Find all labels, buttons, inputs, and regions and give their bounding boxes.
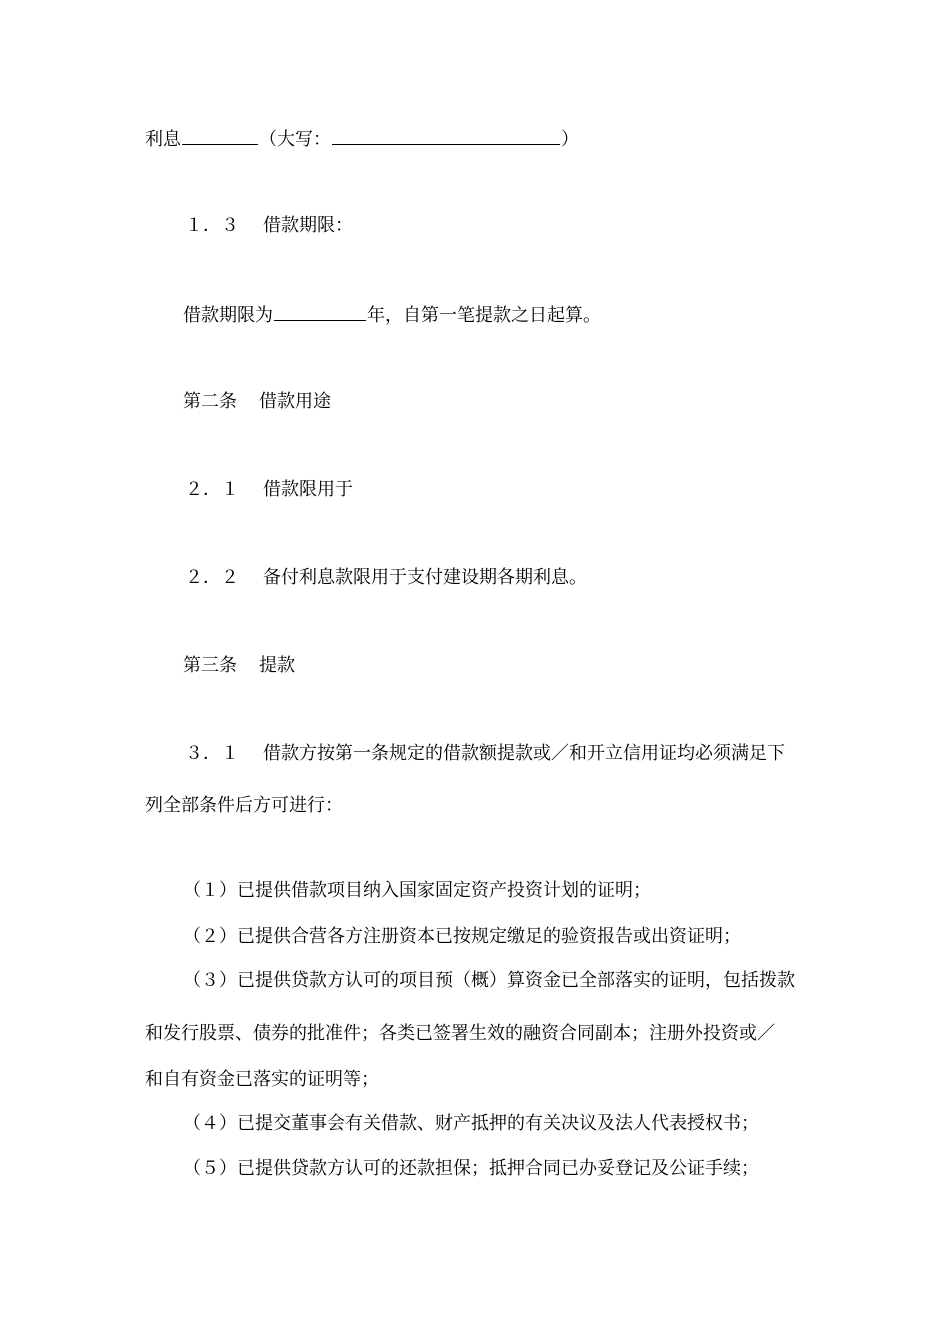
- interest-line: [145, 126, 579, 152]
- condition-4: [183, 1112, 759, 1136]
- condition-3-text-line3: 和自有资金已落实的证明等；: [145, 1069, 379, 1090]
- interest-label: 利息: [145, 129, 181, 150]
- clause-1-3: [185, 214, 353, 238]
- article-3-number: 第三条: [183, 655, 237, 676]
- term-line: [183, 302, 601, 328]
- term-years-blank: [274, 302, 366, 321]
- clause-3-1-line2: [145, 794, 343, 818]
- condition-3-text-line2: 和发行股票、债券的批准件；各类已签署生效的融资合同副本；注册外投资或／: [145, 1023, 775, 1044]
- condition-2-text: （２）已提供合营各方注册资本已按规定缴足的验资报告或出资证明；: [183, 926, 741, 947]
- condition-2: [183, 925, 741, 949]
- interest-amount-blank: [182, 126, 258, 145]
- article-2-title: 借款用途: [259, 391, 331, 412]
- clause-3-1-line1: [185, 742, 785, 766]
- clause-2-2-number: ２．２: [185, 567, 239, 588]
- clause-2-2: [185, 566, 587, 590]
- condition-3-text-line1: （３）已提供贷款方认可的项目预（概）算资金已全部落实的证明，包括拨款: [183, 970, 795, 991]
- clause-2-1-number: ２．１: [185, 479, 239, 500]
- condition-5-text: （５）已提供贷款方认可的还款担保；抵押合同已办妥登记及公证手续；: [183, 1158, 759, 1179]
- article-2-number: 第二条: [183, 391, 237, 412]
- condition-3-line2: [145, 1022, 775, 1046]
- clause-2-1: [185, 478, 353, 502]
- interest-capital-close: ）: [561, 129, 579, 150]
- clause-1-3-title: 借款期限：: [263, 215, 353, 236]
- condition-3-line3: [145, 1068, 379, 1092]
- article-3-heading: [183, 654, 295, 678]
- condition-1-text: （１）已提供借款项目纳入国家固定资产投资计划的证明；: [183, 880, 651, 901]
- condition-3-line1: [183, 969, 795, 993]
- interest-capital-blank: [332, 126, 560, 145]
- term-prefix: 借款期限为: [183, 305, 273, 326]
- clause-2-1-text: 借款限用于: [263, 479, 353, 500]
- clause-3-1-text-line1: 借款方按第一条规定的借款额提款或／和开立信用证均必须满足下: [263, 743, 785, 764]
- condition-4-text: （４）已提交董事会有关借款、财产抵押的有关决议及法人代表授权书；: [183, 1113, 759, 1134]
- clause-1-3-number: １．３: [185, 215, 239, 236]
- article-2-heading: [183, 390, 331, 414]
- condition-1: [183, 879, 651, 903]
- term-suffix: 年，自第一笔提款之日起算。: [367, 305, 601, 326]
- condition-5: [183, 1157, 759, 1181]
- clause-3-1-number: ３．１: [185, 743, 239, 764]
- article-3-title: 提款: [259, 655, 295, 676]
- interest-capital-open: （大写：: [259, 129, 331, 150]
- clause-3-1-text-line2: 列全部条件后方可进行：: [145, 795, 343, 816]
- clause-2-2-text: 备付利息款限用于支付建设期各期利息。: [263, 567, 587, 588]
